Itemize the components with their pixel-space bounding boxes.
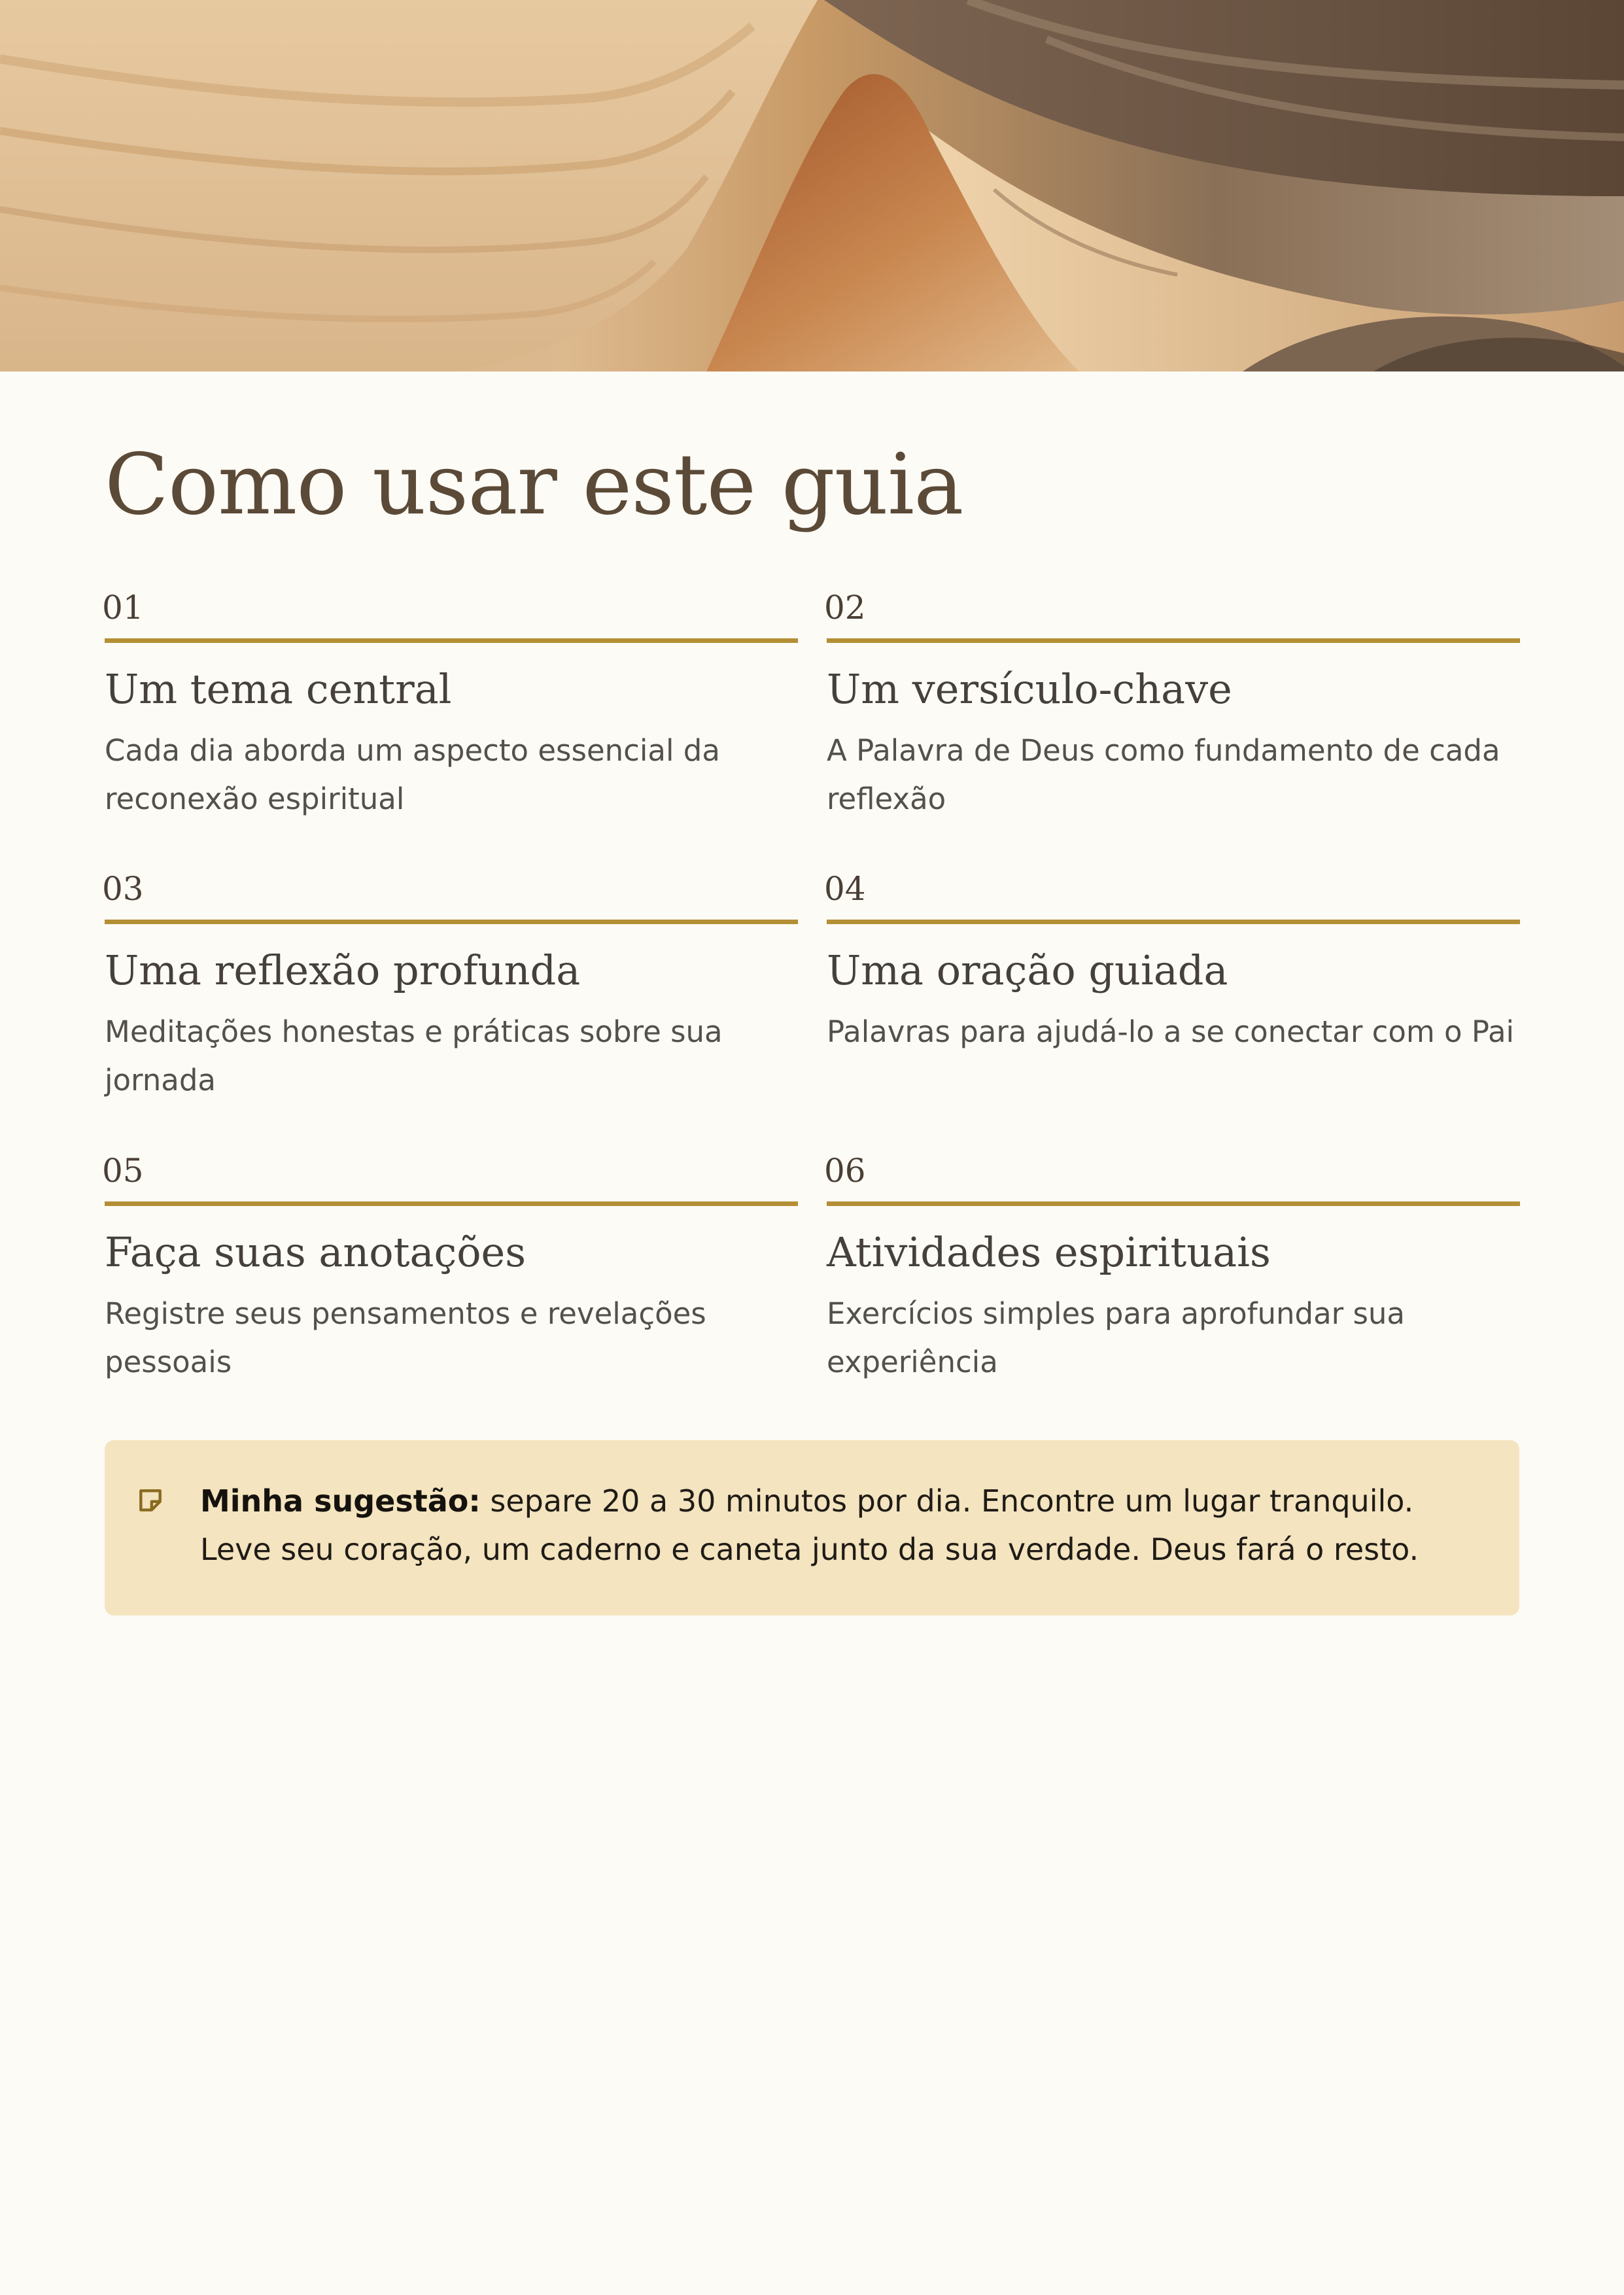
item-divider: [105, 638, 798, 643]
item-description: Cada dia aborda um aspecto essencial da reconexão espiritual: [105, 733, 720, 816]
item-divider: [105, 1201, 798, 1206]
suggestion-body: separe 20 a 30 minutos por dia. Encontre um lugar tranquilo. Leve seu coração, um caderno e caneta junto da sua verdade. Deus fará o resto.: [200, 1483, 1419, 1567]
item-title: Uma reflexão profunda: [105, 946, 581, 994]
item-title: Um versículo-chave: [827, 665, 1232, 713]
item-description: Palavras para ajudá-lo a se conectar com o Pai: [827, 1014, 1515, 1049]
sticky-note-icon: [136, 1486, 165, 1515]
item-number: 05: [102, 1152, 144, 1190]
item-title: Um tema central: [105, 665, 452, 713]
item-description: Registre seus pensamentos e revelações pessoais: [105, 1296, 706, 1379]
item-description: A Palavra de Deus como fundamento de cada reflexão: [827, 733, 1500, 816]
sand-dunes-illustration: [0, 0, 1624, 371]
item-number: 01: [102, 589, 144, 627]
item-number: 06: [824, 1152, 866, 1190]
item-divider: [827, 638, 1520, 643]
item-divider: [827, 920, 1520, 924]
hero-image: [0, 0, 1624, 371]
item-title: Uma oração guiada: [827, 946, 1228, 994]
item-number: 02: [824, 589, 866, 627]
item-divider: [105, 920, 798, 924]
item-number: 04: [824, 870, 866, 908]
item-description: Meditações honestas e práticas sobre sua jornada: [105, 1014, 723, 1097]
suggestion-callout: [105, 1440, 1519, 1615]
suggestion-label: Minha sugestão:: [200, 1483, 481, 1519]
suggestion-text: [200, 1477, 1482, 1574]
item-title: Atividades espirituais: [827, 1228, 1271, 1276]
item-divider: [827, 1201, 1520, 1206]
item-number: 03: [102, 870, 144, 908]
item-description: Exercícios simples para aprofundar sua experiência: [827, 1296, 1406, 1379]
item-title: Faça suas anotações: [105, 1228, 527, 1276]
page-title: Como usar este guia: [105, 436, 963, 534]
